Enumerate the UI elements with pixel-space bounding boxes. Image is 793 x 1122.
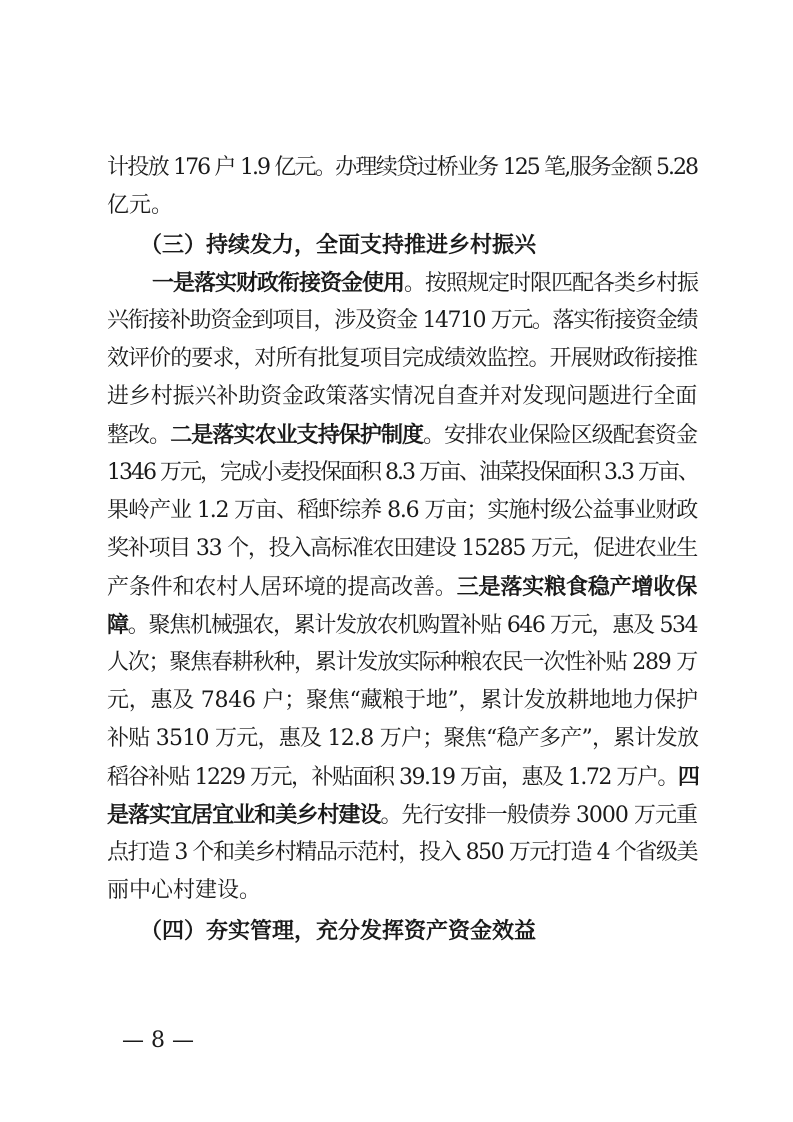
paragraph-line	[107, 834, 697, 872]
paragraph-line	[107, 606, 697, 644]
bold-text-segment: 三是落实粮食稳产增收保	[456, 574, 697, 600]
text-segment: 整改。	[107, 423, 171, 448]
text-segment: 产条件和农村人居环境的提高改善。	[107, 575, 457, 600]
paragraph-line	[107, 187, 697, 225]
text-segment: 丽中心村建设。	[107, 878, 262, 903]
text-segment: 计投放 176 户 1.9 亿元。办理续贷过桥业务 125 笔,服务金额 5.28	[107, 155, 697, 180]
text-segment: 兴衔接补助资金到项目，涉及资金 14710 万元。落实衔接资金绩	[107, 308, 697, 333]
text-segment: 效评价的要求，对所有批复项目完成绩效监控。开展财政衔接推	[107, 346, 697, 371]
bold-text-segment: 一是落实财政衔接资金使用	[152, 270, 405, 296]
text-segment: 亿元。	[107, 193, 174, 218]
section-heading-3: （三）持续发力，全面支持推进乡村振兴	[140, 232, 537, 258]
paragraph-line	[107, 149, 697, 187]
paragraph-line	[107, 682, 697, 720]
text-segment: 果岭产业 1.2 万亩、稻虾综养 8.6 万亩；实施村级公益事业财政	[107, 498, 697, 523]
text-segment: 。聚焦机械强农，累计发放农机购置补贴 646 万元，惠及 534	[127, 613, 697, 638]
text-segment: 点打造 3 个和美乡村精品示范村，投入 850 万元打造 4 个省级美	[107, 840, 697, 865]
paragraph-line	[152, 264, 697, 302]
bold-text-segment: 障	[107, 612, 128, 638]
bold-text-segment: 二是落实农业支持保护制度	[170, 422, 424, 448]
paragraph-line	[107, 644, 697, 682]
text-segment: 元，惠及 7846 户；聚焦“藏粮于地”，累计发放耕地地力保护	[107, 688, 698, 713]
paragraph-line	[107, 302, 697, 340]
page-number: — 8 —	[122, 1028, 194, 1053]
paragraph-line	[107, 492, 697, 530]
paragraph-line	[107, 378, 697, 416]
paragraph-line	[107, 758, 697, 796]
text-segment: 。按照规定时限匹配各类乡村振	[404, 271, 699, 296]
text-segment: 奖补项目 33 个，投入高标准农田建设 15285 万元，促进农业生	[107, 536, 697, 561]
text-segment: 人次；聚焦春耕秋种，累计发放实际种粮农民一次性补贴 289 万	[107, 650, 697, 675]
text-segment: 。安排农业保险区级配套资金	[423, 423, 697, 448]
text-segment: 进乡村振兴补助资金政策落实情况自查并对发现问题进行全面	[107, 384, 697, 409]
paragraph-line	[107, 568, 697, 606]
text-segment: 。先行安排一般债券 3000 万元重	[380, 803, 697, 828]
paragraph-line	[107, 454, 697, 492]
bold-text-segment: 是落实宜居宜业和美乡村建设	[107, 802, 381, 828]
text-segment: 补贴 3510 万元，惠及 12.8 万户；聚焦“稳产多产”，累计发放	[107, 726, 699, 751]
text-segment: 稻谷补贴 1229 万元，补贴面积 39.19 万亩，惠及 1.72 万户。	[107, 765, 678, 790]
paragraph-line	[107, 720, 697, 758]
bold-text-segment: 四	[677, 764, 699, 790]
paragraph-line	[107, 872, 697, 910]
text-segment: 1346 万元，完成小麦投保面积 8.3 万亩、油菜投保面积 3.3 万亩、	[107, 460, 698, 485]
paragraph-line	[107, 530, 697, 568]
paragraph-line	[107, 340, 697, 378]
paragraph-line	[107, 796, 697, 834]
section-heading-4: （四）夯实管理，充分发挥资产资金效益	[140, 918, 537, 944]
paragraph-line	[107, 416, 697, 454]
